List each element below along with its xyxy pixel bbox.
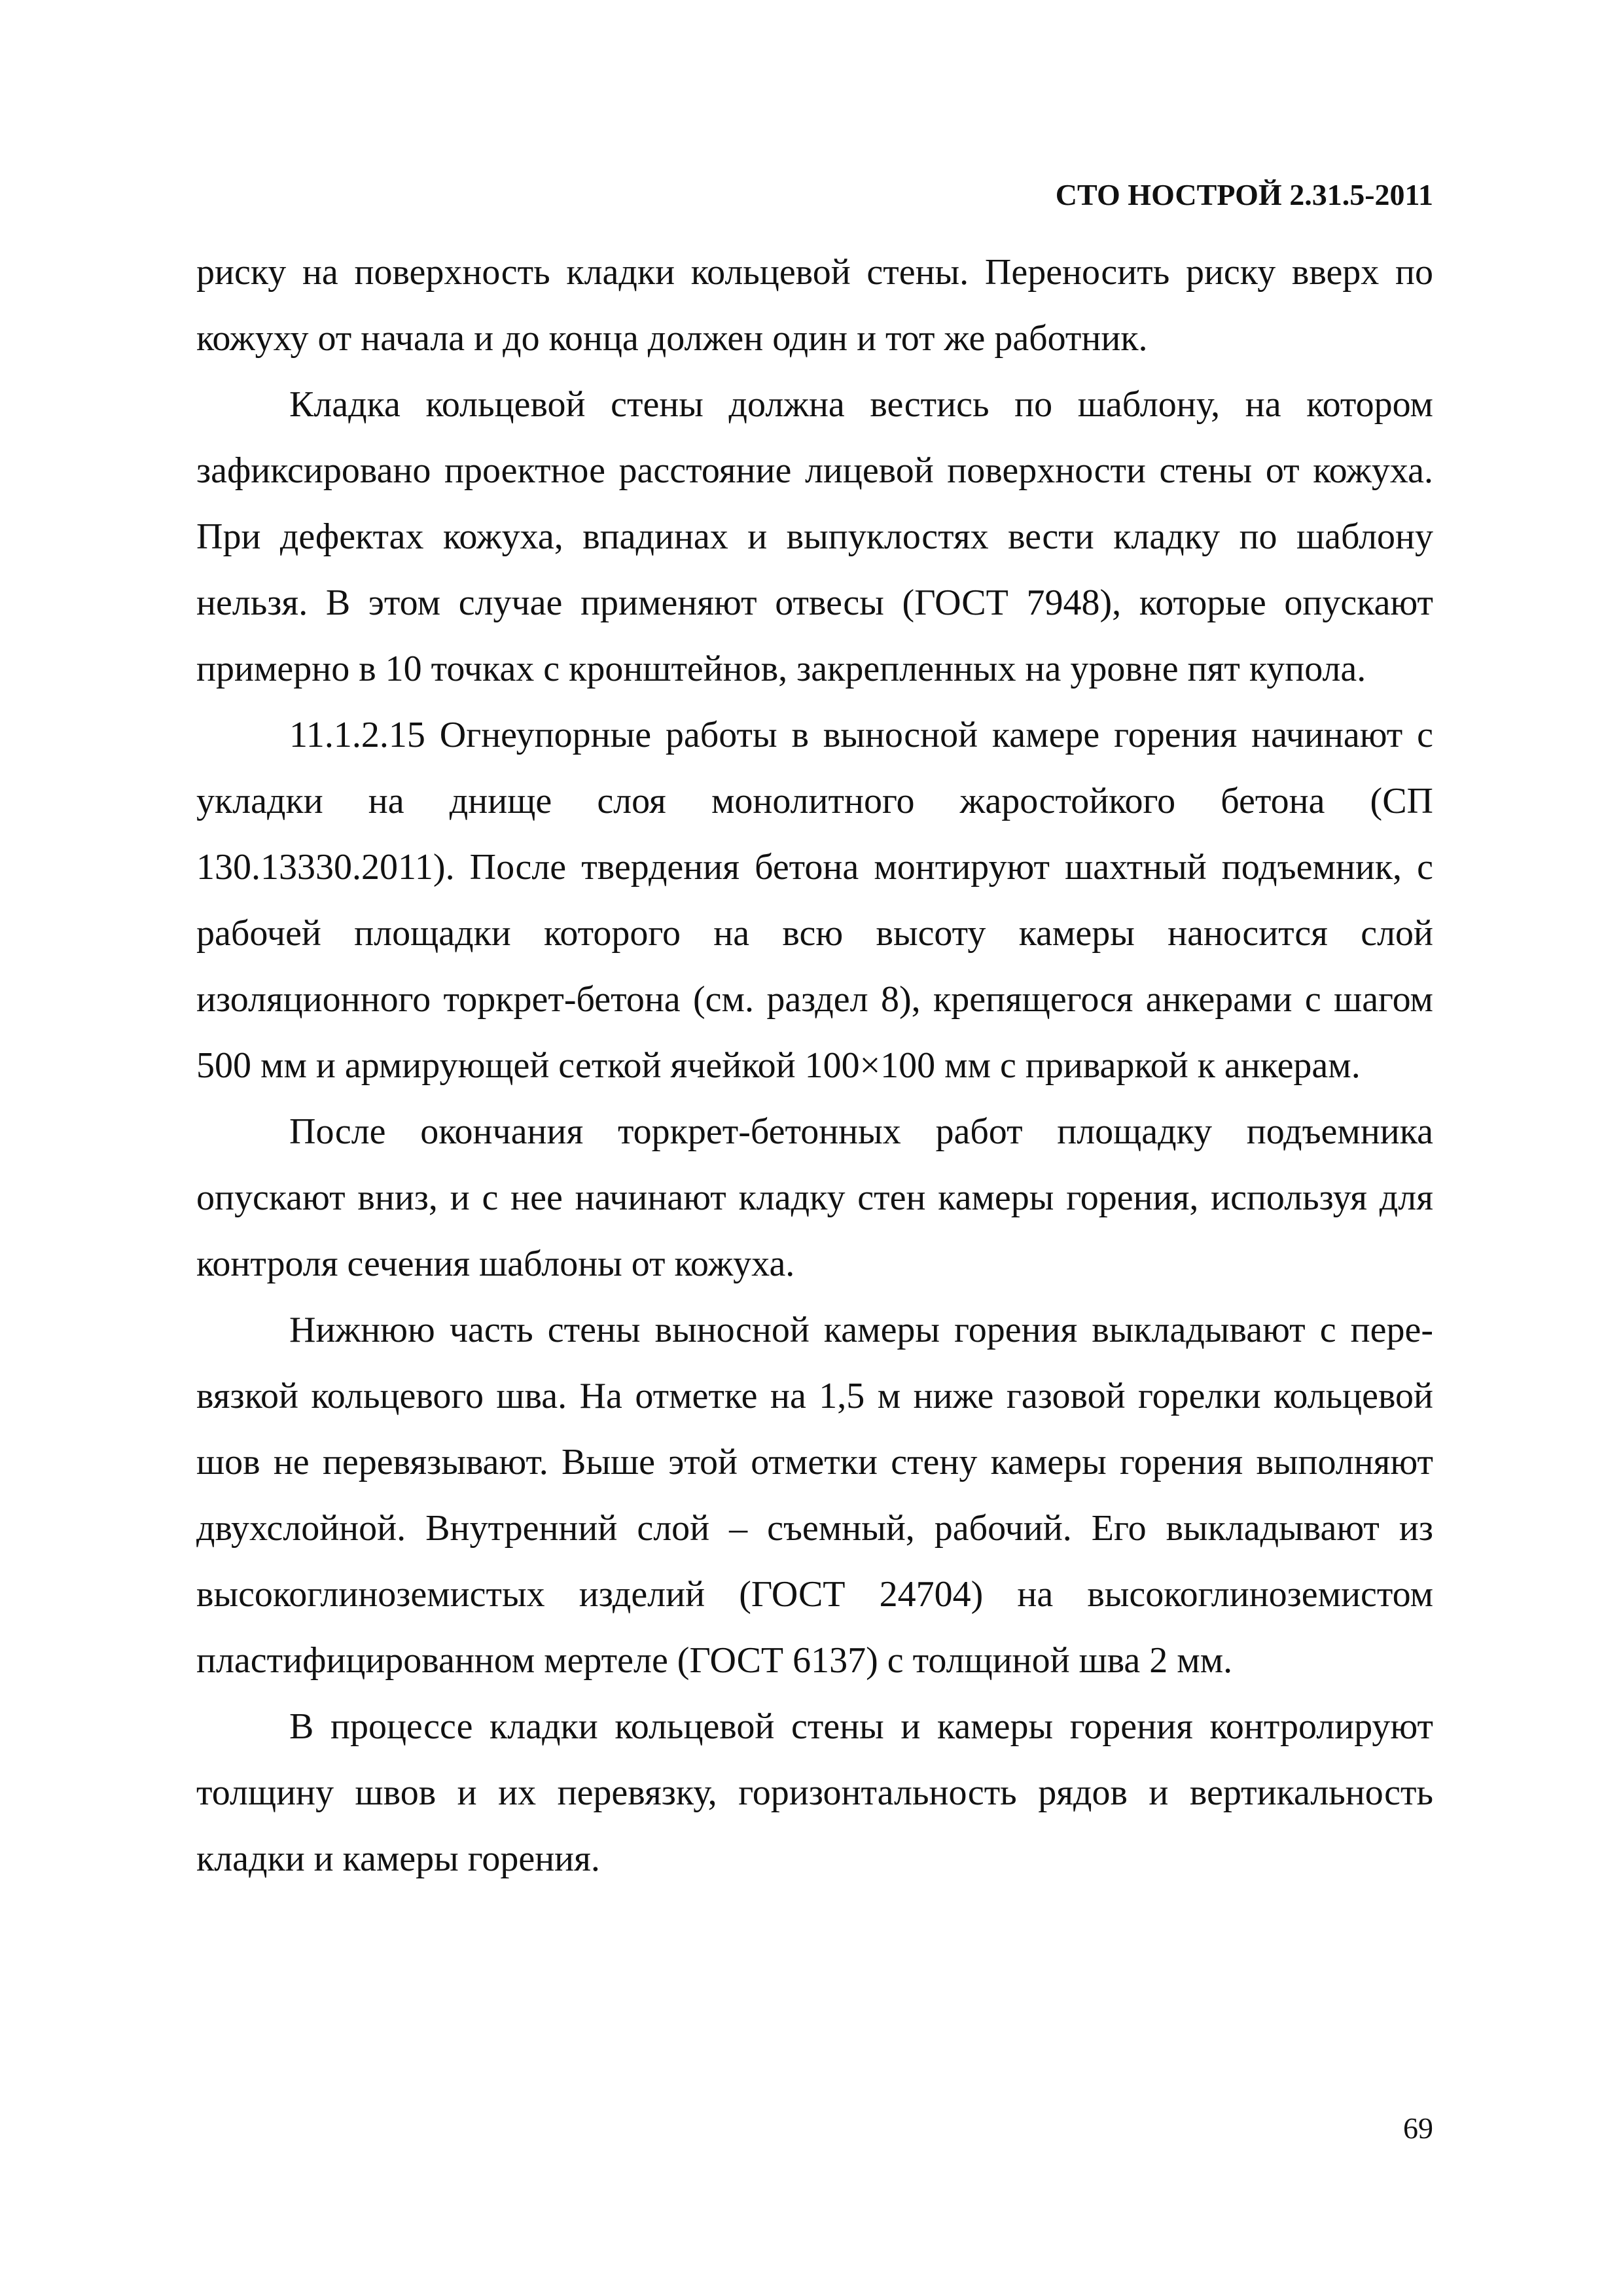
paragraph-ring-wall-template: Кладка кольцевой стены должна вестись по шаблону, на котором зафиксировано проектное расстояние лицевой поверхности стены от кожуха. При дефектах кожуха, впадинах и выпуклостях вести кладку по шаблону нельзя. В этом случае применяют отвесы (ГОСТ 7948), которые опускают примерно в 10 точках с кронштейнов, закрепленных на уровне пят купола. — [196, 384, 1433, 689]
paragraph-continuation: риску на поверхность кладки кольцевой стены. Переносить риску вверх по кожуху от начала и до конца должен один и тот же работник. — [196, 252, 1433, 359]
document-code-header: СТО НОСТРОЙ 2.31.5-2011 — [1055, 178, 1433, 211]
paragraph-lower-wall-laying: Нижнюю часть стены выносной камеры горения выкладывают с перевязкой кольцевого шва. На отметке на 1,5 м ниже газовой горелки кольцевой шов не перевязывают. Выше этой отметки стену камеры горения выполняют двухслойной. Внутренний слой – съемный, рабочий. Его выкладывают из высокоглиноземистых изделий (ГОСТ 24704) на высокоглиноземистом пластифицированном мертеле (ГОСТ 6137) с толщиной шва 2 мм. — [196, 1310, 1433, 1681]
page-number: 69 — [1403, 2111, 1433, 2145]
body-text — [196, 240, 1433, 1892]
paragraph-section-11-1-2-15: 11.1.2.15 Огнеупорные работы в выносной камере горения начинают с укладки на днище слоя монолитного жаростойкого бетона (СП 130.13330.2011). После твердения бетона монтируют шахтный подъемник, с рабочей площадки которого на всю высоту камеры наносится слой изоляционного торкрет-бетона (см. раздел 8), крепящегося анкерами с шагом 500 мм и армирующей сеткой ячейкой 100×100 мм с приваркой к анкерам. — [196, 715, 1433, 1086]
paragraph-after-gunite-works: После окончания торкрет-бетонных работ площадку подъемника опускают вниз, и с нее начинают кладку стен камеры горения, используя для контроля сечения шаблоны от кожуха. — [196, 1111, 1433, 1284]
paragraph-quality-control: В процессе кладки кольцевой стены и камеры горения контролируют толщину швов и их перевязку, горизонтальность рядов и вертикальность кладки и камеры горения. — [196, 1706, 1433, 1879]
